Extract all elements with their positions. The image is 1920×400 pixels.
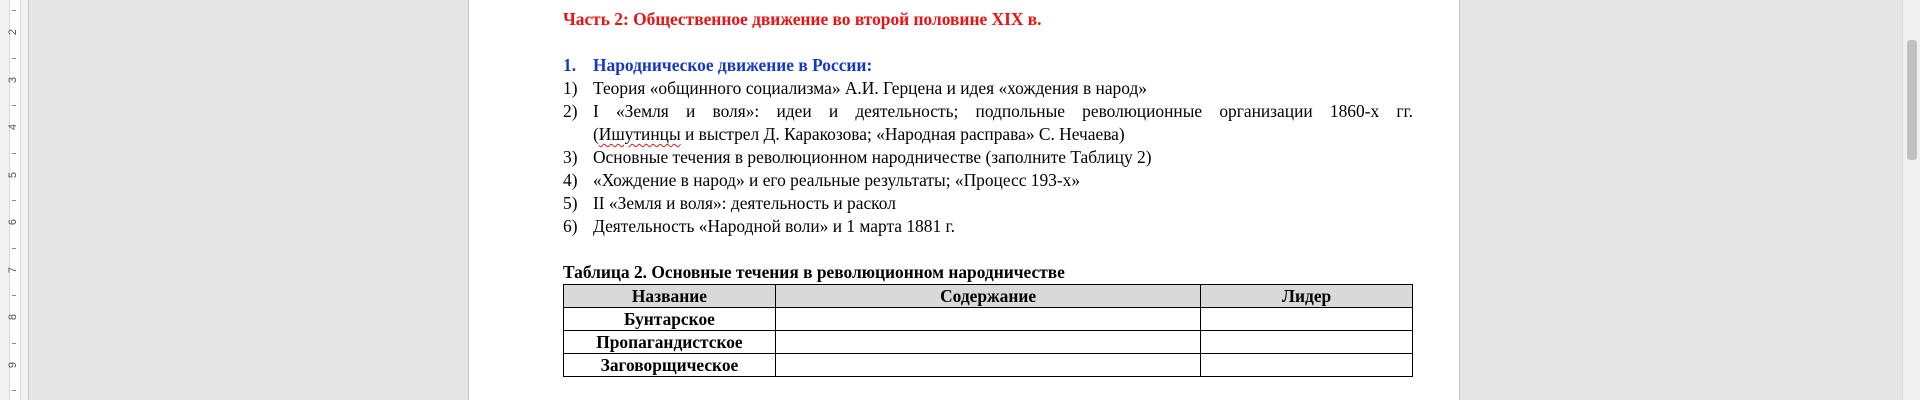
table-row (564, 331, 1413, 354)
ruler-number: 9 (7, 361, 19, 368)
ruler-tick (12, 295, 16, 296)
list-item-number: 1) (563, 78, 578, 98)
list-item (563, 215, 1413, 238)
list-item-line2 (593, 123, 1413, 146)
table-cell-leader[interactable] (1201, 331, 1413, 354)
ruler-number: 6 (7, 218, 19, 226)
table-header-row (564, 285, 1413, 308)
ruler-number: 8 (7, 313, 19, 321)
ruler-tick (12, 153, 16, 154)
ruler-tick (12, 248, 16, 249)
table-cell-content[interactable] (775, 331, 1200, 354)
ruler-number: 2 (7, 28, 19, 36)
section-title: Народническое движение в России: (593, 55, 873, 75)
ruler-tick (12, 200, 16, 201)
list-item (563, 192, 1413, 215)
list-item-number: 6) (563, 216, 578, 236)
scrollbar-thumb[interactable] (1907, 40, 1917, 160)
document-page[interactable] (468, 0, 1460, 400)
table-cell-leader[interactable] (1201, 308, 1413, 331)
table-header-cell[interactable]: Название (564, 285, 776, 308)
list-item-text: II «Земля и воля»: деятельность и раскол (593, 193, 896, 213)
section-number: 1. (563, 55, 577, 75)
table-caption: Таблица 2. Основные течения в революционном народничестве (563, 262, 1065, 282)
list-item-text: Деятельность «Народной воли» и 1 марта 1881 г. (593, 216, 956, 236)
spellcheck-misspelled-word[interactable]: Ишутинцы (598, 124, 681, 144)
table-cell-name[interactable]: Бунтарское (564, 308, 776, 331)
ruler-tick (12, 105, 16, 106)
list-item (563, 169, 1413, 192)
table-cell-content[interactable] (775, 308, 1200, 331)
vertical-ruler (0, 0, 29, 400)
blank-line (563, 31, 1413, 54)
ruler-number: 5 (7, 171, 19, 178)
ruler-tick (12, 10, 16, 11)
list-item-text: Теория «общинного социализма» А.И. Герцена и идея «хождения в народ» (593, 78, 1147, 98)
part-heading: Часть 2: Общественное движение во второй половине XIX в. (563, 9, 1042, 29)
vertical-scrollbar[interactable] (1902, 0, 1920, 400)
table-header-cell[interactable]: Содержание (775, 285, 1200, 308)
list-item-line1: I «Земля и воля»: идеи и деятельность; подпольные революционные организации 1860-х гг. (593, 101, 1413, 121)
list-item-number: 4) (563, 170, 578, 190)
open-paren: ( (593, 124, 599, 144)
ruler-tick (12, 58, 16, 59)
table-cell-name[interactable]: Пропагандистское (564, 331, 776, 354)
table-cell-leader[interactable] (1201, 354, 1413, 377)
ruler-number: 3 (7, 76, 19, 83)
list-item-text: Основные течения в революционном народничестве (заполните Таблицу 2) (593, 147, 1152, 167)
list-item (563, 100, 1413, 146)
document-content[interactable] (563, 8, 1413, 377)
ruler-number: 4 (7, 123, 19, 131)
ruler-number: 7 (7, 266, 19, 273)
list-item-number: 3) (563, 147, 578, 167)
list-item-line2-rest: и выстрел Д. Каракозова; «Народная расправа» С. Нечаева) (680, 124, 1125, 144)
table-cell-content[interactable] (775, 354, 1200, 377)
currents-table[interactable] (563, 284, 1413, 377)
list-item-number: 2) (563, 101, 578, 121)
ruler-tick (12, 390, 16, 391)
list-item-number: 5) (563, 193, 578, 213)
list-item-text: «Хождение в народ» и его реальные результаты; «Процесс 193-х» (593, 170, 1081, 190)
list-item-text (593, 100, 1413, 146)
table-cell-name[interactable]: Заговорщическое (564, 354, 776, 377)
table-row (564, 354, 1413, 377)
ruler-tick (12, 343, 16, 344)
section-heading (563, 54, 1413, 77)
table-header-cell[interactable]: Лидер (1201, 285, 1413, 308)
table-row (564, 308, 1413, 331)
list-item (563, 146, 1413, 169)
list-item (563, 77, 1413, 100)
